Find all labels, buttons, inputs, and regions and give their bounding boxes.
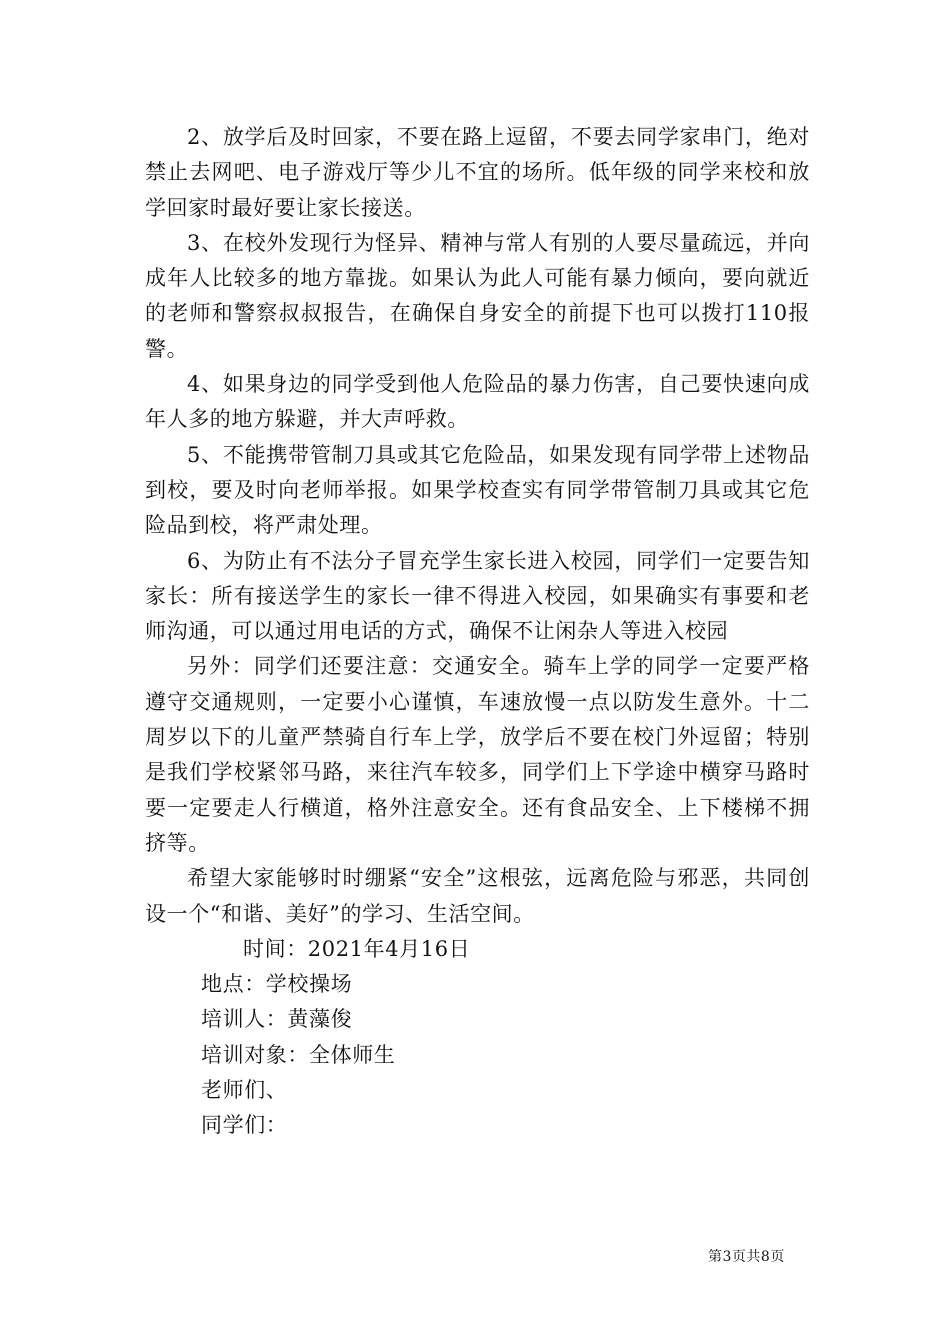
paragraph-item-6: 6、为防止有不法分子冒充学生家长进入校园，同学们一定要告知家长：所有接送学生的家长一律不得进入校园，如果确实有事要和老师沟通，可以通过用电话的方式，确保不让闲杂人等进入校园 — [145, 548, 810, 644]
paragraph-additional: 另外：同学们还要注意：交通安全。骑车上学的同学一定要严格遵守交通规则，一定要小心谨慎，车速放慢一点以防发生意外。十二周岁以下的儿童严禁骑自行车上学，放学后不要在校门外逗留；特别是我们学校紧邻马路，来往汽车较多，同学们上下学途中横穿马路时要一定要走人行横道，格外注意安全。还有食品安全、上下楼梯不拥挤等。 — [145, 654, 810, 855]
meta-trainer: 培训人：黄藻俊 — [201, 1007, 353, 1032]
meta-location: 地点：学校操场 — [201, 972, 353, 997]
greeting-students: 同学们： — [201, 1113, 288, 1138]
greeting-teachers: 老师们、 — [201, 1078, 288, 1103]
paragraph-item-5: 5、不能携带管制刀具或其它危险品，如果发现有同学带上述物品到校，要及时向老师举报。如果学校查实有同学带管制刀具或其它危险品到校，将严肃处理。 — [145, 442, 810, 538]
paragraph-item-2: 2、放学后及时回家，不要在路上逗留，不要去同学家串门，绝对禁止去网吧、电子游戏厅等少儿不宜的场所。低年级的同学来校和放学回家时最好要让家长接送。 — [145, 125, 810, 220]
paragraph-closing: 希望大家能够时时绷紧“安全”这根弦，远离危险与邪恶，共同创设一个“和谐、美好”的学习、生活空间。 — [145, 866, 810, 926]
document-body — [145, 120, 810, 1144]
paragraph-item-3: 3、在校外发现行为怪异、精神与常人有别的人要尽量疏远，并向成年人比较多的地方靠拢。如果认为此人可能有暴力倾向，要向就近的老师和警察叔叔报告，在确保自身安全的前提下也可以拨打110报警。 — [145, 230, 810, 361]
page-number-footer: 第3页共8页 — [708, 1249, 785, 1265]
meta-audience: 培训对象：全体师生 — [201, 1042, 396, 1067]
paragraph-item-4: 4、如果身边的同学受到他人危险品的暴力伤害，自己要快速向成年人多的地方躲避，并大声呼救。 — [145, 372, 810, 432]
meta-time: 时间：2021年4月16日 — [243, 936, 471, 961]
